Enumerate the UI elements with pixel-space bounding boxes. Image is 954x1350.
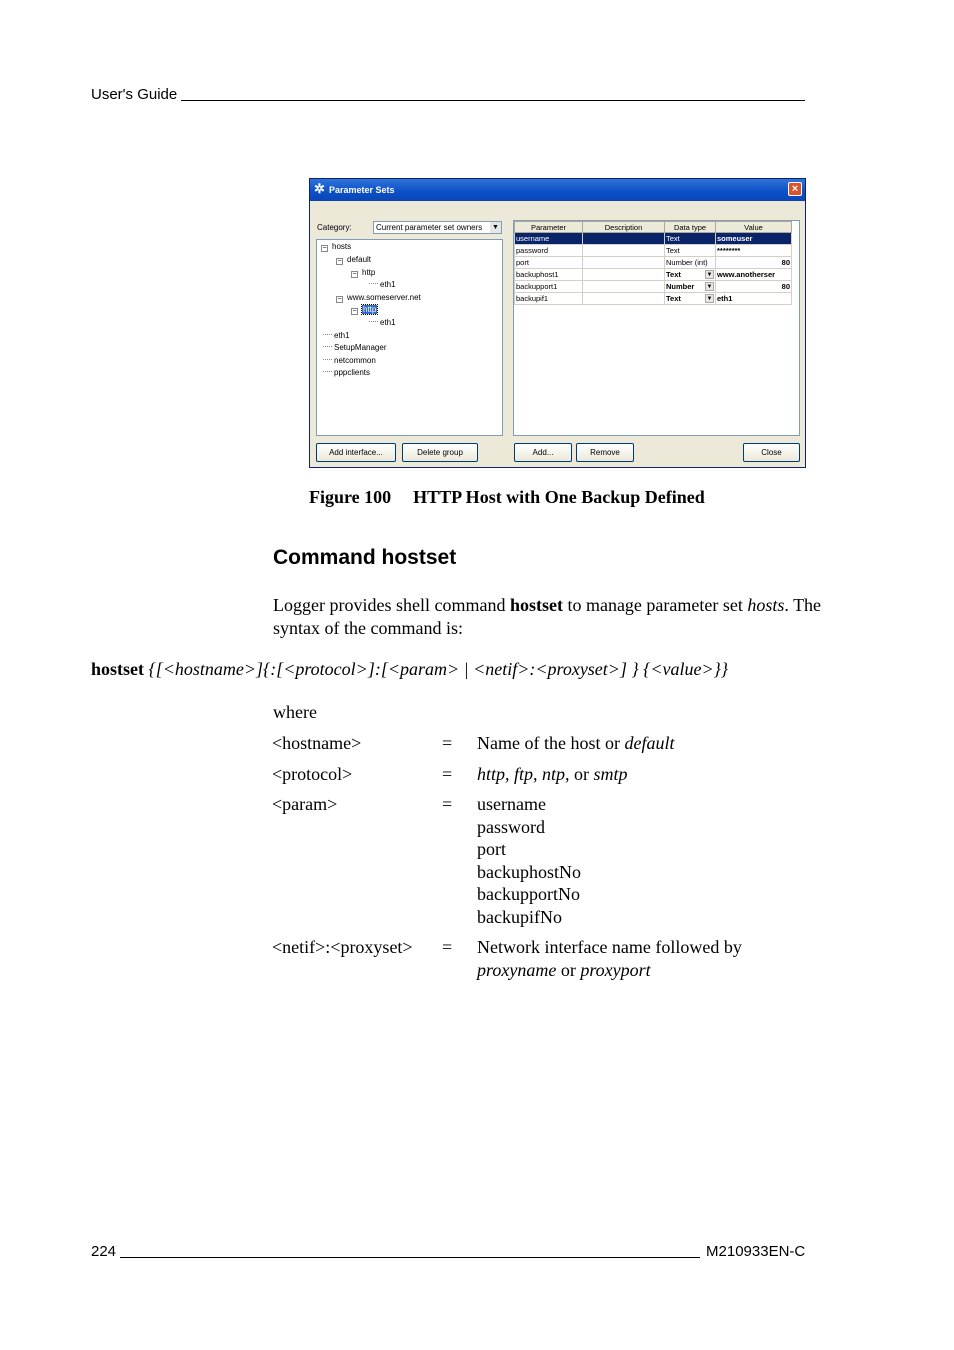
add-interface-button[interactable]: Add interface... xyxy=(316,443,396,462)
table-row[interactable] xyxy=(515,245,792,257)
intro-paragraph: Logger provides shell command hostset to manage parameter set hosts. The syntax of the command is: xyxy=(273,595,822,638)
dialog-titlebar xyxy=(310,179,805,201)
cell-param[interactable]: username xyxy=(515,233,583,245)
dialog-title: Parameter Sets xyxy=(329,185,395,195)
figure-title: HTTP Host with One Backup Defined xyxy=(413,487,705,507)
tree-node[interactable]: pppclients xyxy=(323,368,370,377)
def-desc-netif: Network interface name followed by proxyname or proxyport xyxy=(477,937,742,980)
chevron-down-icon[interactable]: ▼ xyxy=(706,272,713,278)
section-heading: Command hostset xyxy=(273,546,457,569)
chevron-down-icon[interactable]: ▼ xyxy=(706,284,713,290)
cell-value[interactable]: 80 xyxy=(716,281,792,293)
cell-param[interactable]: backuphost1 xyxy=(515,269,583,281)
def-equals: = xyxy=(442,764,453,784)
close-icon[interactable]: × xyxy=(788,182,802,196)
cell-type[interactable]: Text xyxy=(665,233,716,245)
delete-group-button[interactable]: Delete group xyxy=(402,443,478,462)
running-header xyxy=(91,86,805,103)
command-name: hostset xyxy=(509,595,563,615)
collapse-icon[interactable]: − xyxy=(337,296,342,303)
running-footer xyxy=(91,1243,819,1260)
command-syntax xyxy=(91,659,728,680)
def-equals: = xyxy=(442,733,453,753)
tree-node[interactable]: eth1 xyxy=(369,280,396,289)
cell-param[interactable]: backupif1 xyxy=(515,293,583,305)
def-equals: = xyxy=(442,794,453,814)
collapse-icon[interactable]: − xyxy=(337,258,342,265)
def-desc-protocol: http, ftp, ntp, or smtp xyxy=(477,764,628,784)
cell-desc[interactable] xyxy=(583,269,665,281)
tree-node[interactable]: SetupManager xyxy=(323,343,386,352)
param-value: port xyxy=(477,839,506,859)
tree-node[interactable]: netcommon xyxy=(323,356,376,365)
cell-param[interactable]: backupport1 xyxy=(515,281,583,293)
table-row[interactable] xyxy=(515,269,792,281)
cell-desc[interactable] xyxy=(583,281,665,293)
cell-param[interactable]: password xyxy=(515,245,583,257)
cell-type[interactable]: ▼ Number xyxy=(665,281,716,293)
def-desc-hostname: Name of the host or default xyxy=(477,733,675,753)
header-rule xyxy=(181,99,805,101)
parameter-tree[interactable] xyxy=(316,239,503,436)
footer-rule xyxy=(120,1256,700,1258)
column-header[interactable]: Value xyxy=(716,222,792,233)
param-value: backupportNo xyxy=(477,884,580,904)
tree-node[interactable]: eth1 xyxy=(323,331,350,340)
chevron-down-icon[interactable]: ▼ xyxy=(490,222,501,233)
cell-value[interactable]: someuser xyxy=(716,233,792,245)
parameter-grid[interactable] xyxy=(513,220,800,436)
collapse-icon[interactable]: − xyxy=(322,245,327,252)
category-select[interactable] xyxy=(373,221,502,234)
collapse-icon[interactable]: − xyxy=(352,271,357,278)
param-value: backuphostNo xyxy=(477,861,581,882)
tree-node[interactable]: − default xyxy=(337,255,372,265)
syntax-args: {[<hostname>]{:[<protocol>]:[<param> | <netif>:<proxyset>] } {<value>}} xyxy=(144,659,729,679)
cell-param[interactable]: port xyxy=(515,257,583,269)
table-row[interactable] xyxy=(515,281,792,293)
param-value: username xyxy=(477,794,546,814)
column-header[interactable]: Data type xyxy=(665,222,716,233)
def-desc-param xyxy=(477,793,581,928)
figure-number: Figure 100 xyxy=(309,487,392,507)
cell-value[interactable]: 80 xyxy=(716,257,792,269)
tree-node-selected[interactable]: − http xyxy=(352,305,377,315)
def-term-protocol: <protocol> xyxy=(272,764,353,784)
table-row[interactable] xyxy=(515,257,792,269)
parameter-sets-dialog xyxy=(309,178,806,468)
column-header[interactable]: Parameter xyxy=(515,222,583,233)
where-label: where xyxy=(273,702,317,722)
cell-value[interactable]: ******** xyxy=(716,245,792,257)
collapse-icon[interactable]: − xyxy=(352,308,357,315)
def-equals: = xyxy=(442,937,453,957)
close-button[interactable]: Close xyxy=(743,443,800,462)
chevron-down-icon[interactable]: ▼ xyxy=(706,296,713,302)
cell-type[interactable]: ▼ Text xyxy=(665,293,716,305)
def-term-hostname: <hostname> xyxy=(272,733,362,753)
add-button[interactable]: Add... xyxy=(514,443,572,462)
cell-value[interactable]: www.anotherser xyxy=(716,269,792,281)
param-value: password xyxy=(477,816,545,837)
category-label: Category: xyxy=(317,223,352,232)
cell-value[interactable]: eth1 xyxy=(716,293,792,305)
def-term-netif: <netif>:<proxyset> xyxy=(272,937,413,957)
category-value: Current parameter set owners xyxy=(376,223,483,232)
document-id: M210933EN-C xyxy=(706,1243,806,1260)
table-row[interactable] xyxy=(515,293,792,305)
grid-header-row xyxy=(515,222,792,233)
page-number: 224 xyxy=(91,1243,117,1260)
header-text: User's Guide xyxy=(91,86,178,103)
cell-desc[interactable] xyxy=(583,233,665,245)
def-term-param: <param> xyxy=(272,794,338,814)
table-row[interactable] xyxy=(515,233,792,245)
tree-node[interactable]: eth1 xyxy=(369,318,396,327)
cell-type[interactable]: Text xyxy=(665,245,716,257)
tree-node[interactable]: − http xyxy=(352,268,376,278)
cell-desc[interactable] xyxy=(583,245,665,257)
cell-type[interactable]: ▼ Text xyxy=(665,269,716,281)
figure-caption xyxy=(309,487,705,508)
param-value: backupifNo xyxy=(477,906,562,927)
cell-type[interactable]: Number (int) xyxy=(665,257,716,269)
tree-node[interactable]: − www.someserver.net xyxy=(337,293,421,303)
gear-star-icon: ✲ xyxy=(314,181,325,196)
syntax-command: hostset xyxy=(91,659,144,679)
tree-node[interactable]: − hosts xyxy=(322,242,352,252)
remove-button[interactable]: Remove xyxy=(576,443,634,462)
cell-desc[interactable] xyxy=(583,293,665,305)
cell-desc[interactable] xyxy=(583,257,665,269)
column-header[interactable]: Description xyxy=(583,222,665,233)
parameter-set-name: hosts xyxy=(747,595,785,615)
